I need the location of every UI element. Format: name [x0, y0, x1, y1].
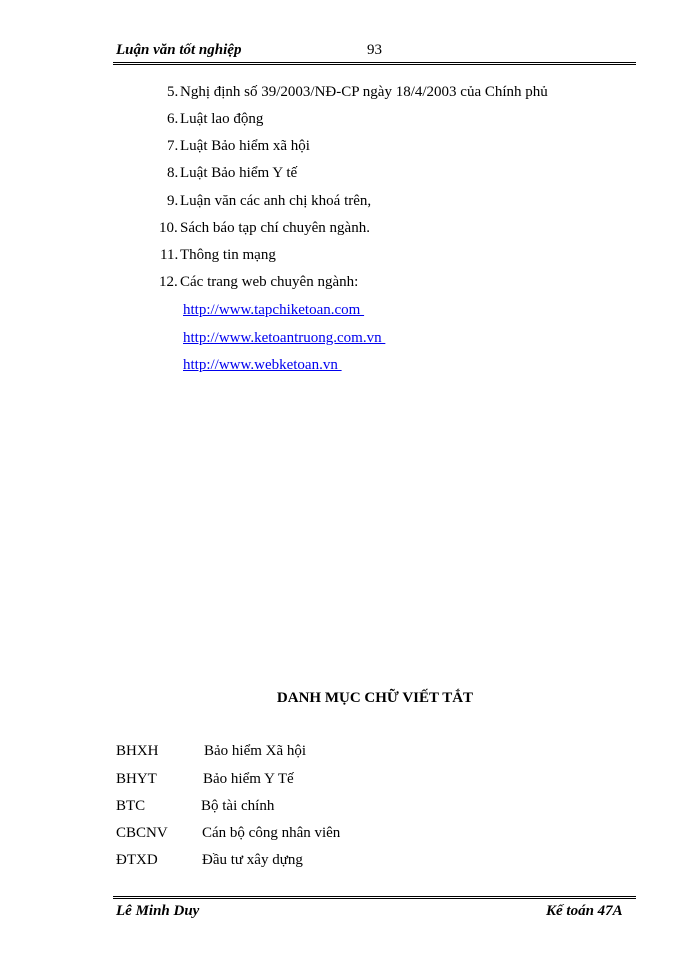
header-rule	[113, 62, 636, 65]
abbreviation-code: BTC	[116, 798, 146, 814]
footer-class: Kế toán 47A	[546, 903, 623, 919]
reference-text: Các trang web chuyên ngành:	[180, 274, 359, 290]
link-tapchiketoan[interactable]: http://www.tapchiketoan.com	[183, 302, 365, 318]
abbreviation-meaning: Cán bộ công nhân viên	[202, 825, 341, 841]
footer-rule	[113, 896, 636, 899]
reference-number: 8.	[167, 165, 179, 181]
abbreviation-code: CBCNV	[116, 825, 168, 841]
reference-number: 9.	[167, 193, 179, 209]
reference-number: 11.	[160, 247, 179, 263]
reference-number: 5.	[167, 84, 179, 100]
reference-text: Luật lao động	[180, 111, 264, 127]
reference-text: Luật Bảo hiểm xã hội	[180, 138, 310, 154]
abbreviation-meaning: Bảo hiểm Y Tế	[203, 771, 294, 787]
link-ketoantruong[interactable]: http://www.ketoantruong.com.vn	[183, 330, 386, 346]
reference-number: 12.	[159, 274, 178, 290]
reference-text: Sách báo tạp chí chuyên ngành.	[180, 220, 370, 236]
header-title: Luận văn tốt nghiệp	[116, 42, 242, 58]
reference-text: Nghị định số 39/2003/NĐ-CP ngày 18/4/2003 của Chính phủ	[180, 84, 548, 100]
page-number: 93	[367, 42, 382, 58]
reference-number: 7.	[167, 138, 179, 154]
reference-text: Luật Bảo hiểm Y tế	[180, 165, 298, 181]
abbreviation-meaning: Đầu tư xây dựng	[202, 852, 303, 868]
abbreviation-code: BHXH	[116, 743, 159, 759]
abbreviations-heading: DANH MỤC CHỮ VIẾT TẮT	[276, 690, 474, 706]
abbreviation-code: BHYT	[116, 771, 157, 787]
abbreviation-code: ĐTXD	[116, 852, 158, 868]
reference-number: 10.	[159, 220, 178, 236]
footer-author: Lê Minh Duy	[116, 903, 200, 919]
reference-number: 6.	[167, 111, 179, 127]
reference-text: Luận văn các anh chị khoá trên,	[180, 193, 372, 209]
abbreviation-meaning: Bộ tài chính	[201, 798, 275, 814]
abbreviation-meaning: Bảo hiểm Xã hội	[204, 743, 307, 759]
link-webketoan[interactable]: http://www.webketoan.vn	[183, 357, 342, 373]
reference-text: Thông tin mạng	[180, 247, 276, 263]
